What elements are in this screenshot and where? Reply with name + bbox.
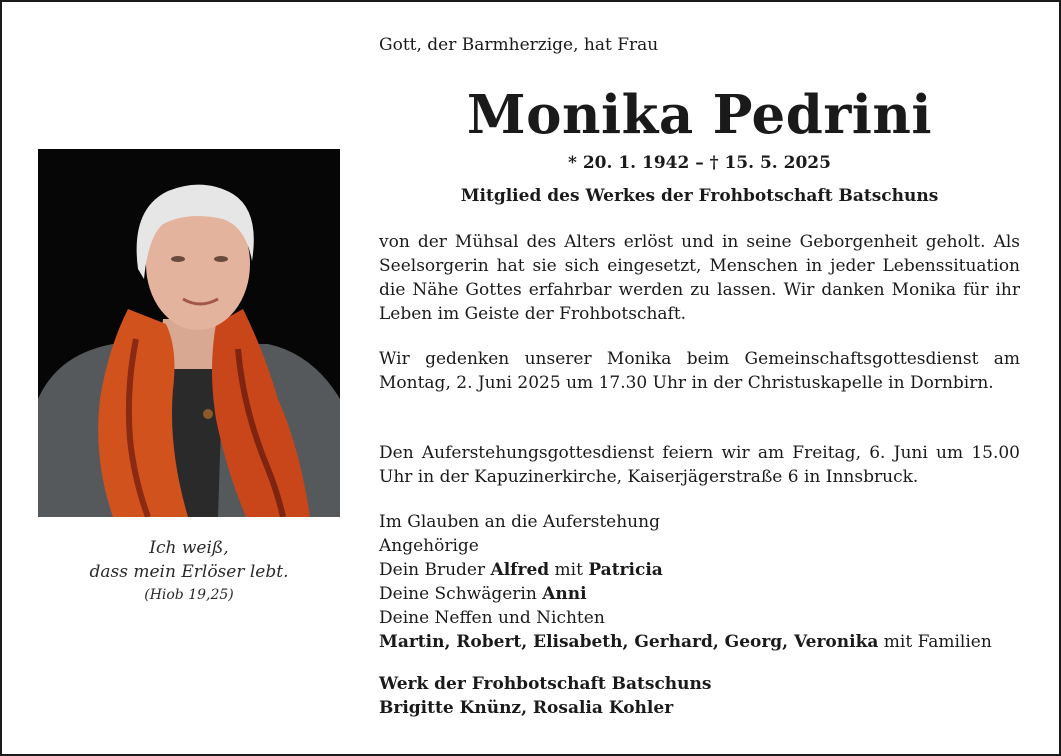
sister-in-law-prefix: Deine Schwägerin	[379, 584, 543, 604]
nephew-names-line	[379, 630, 1049, 654]
nephew-suffix: mit Familien	[878, 632, 992, 652]
nephew-names: Martin, Robert, Elisabeth, Gerhard, Georg, Veronika	[379, 632, 879, 652]
quote-line-2: dass mein Erlöser lebt.	[89, 562, 289, 582]
signature-block	[379, 510, 1049, 720]
brother-prefix: Dein Bruder	[379, 560, 491, 580]
quote-source: (Hiob 19,25)	[144, 587, 234, 603]
relatives-line: Angehörige	[379, 536, 479, 556]
bible-quote	[38, 536, 340, 606]
life-dates: * 20. 1. 1942 – † 15. 5. 2025	[568, 153, 831, 173]
nephews-line: Deine Neffen und Nichten	[379, 608, 605, 628]
paragraph-memorial-service: Wir gedenken unserer Monika beim Gemeinschaftsgottesdienst am Montag, 2. Juni 2025 um 17.30 Uhr in der Christuskapelle in Dornbirn.	[379, 349, 1020, 393]
quote-line-1: Ich weiß,	[149, 538, 229, 558]
portrait-photo	[38, 149, 340, 517]
deceased-name: Monika Pedrini	[466, 84, 933, 146]
org-line	[379, 672, 1049, 696]
spacer	[379, 654, 1049, 672]
sister-in-law-name: Anni	[542, 584, 587, 604]
brother-partner: Patricia	[588, 560, 663, 580]
paragraph-resurrection-service: Den Auferstehungsgottesdienst feiern wir am Freitag, 6. Juni um 15.00 Uhr in der Kapuzinerkirche, Kaiserjägerstraße 6 in Innsbruck.	[379, 443, 1020, 487]
org-people: Brigitte Knünz, Rosalia Kohler	[379, 698, 674, 718]
brother-line	[379, 558, 1049, 582]
sister-in-law-line	[379, 582, 1049, 606]
brother-name: Alfred	[490, 560, 550, 580]
faith-line: Im Glauben an die Auferstehung	[379, 512, 660, 532]
org-people-line	[379, 696, 1049, 720]
intro-text: Gott, der Barmherzige, hat Frau	[379, 35, 659, 55]
paragraph-life: von der Mühsal des Alters erlöst und in seine Geborgenheit geholt. Als Seelsorgerin hat sie sich eingesetzt, Menschen in jeder Lebenssituation die Nähe Gottes erfahrbar werden zu lassen. Wir danken Monika für ihr Leben im Geiste der Frohbotschaft.	[379, 232, 1020, 324]
org-name: Werk der Frohbotschaft Batschuns	[379, 674, 712, 694]
membership-line: Mitglied des Werkes der Frohbotschaft Batschuns	[460, 186, 939, 206]
brother-mid: mit	[549, 560, 589, 580]
